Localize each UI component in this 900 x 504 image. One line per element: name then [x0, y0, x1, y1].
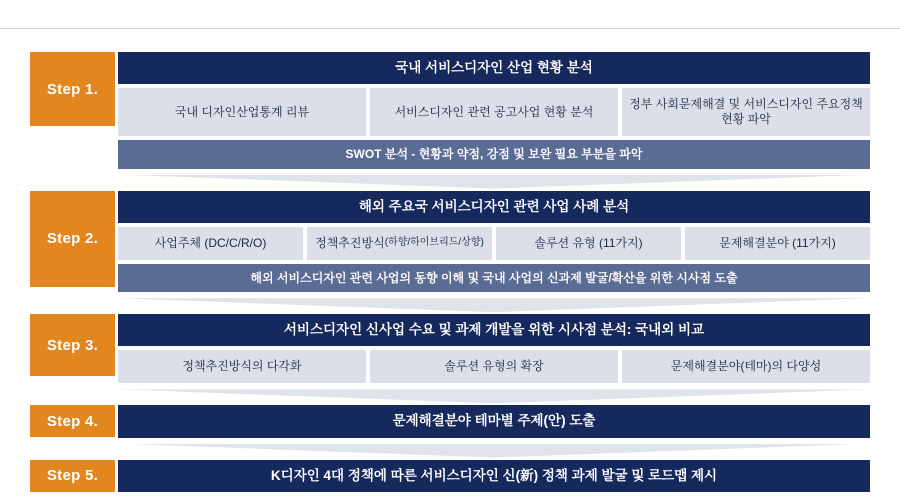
connector-1-2: [30, 175, 870, 189]
step-cell: [622, 88, 870, 136]
step-summary-2: 해외 서비스디자인 관련 사업의 동향 이해 및 국내 사업의 신과제 발굴/확산을 위한 시사점 도출: [118, 264, 870, 292]
step-summary-1: SWOT 분석 - 현황과 약점, 강점 및 보완 필요 부분을 파악: [118, 140, 870, 168]
step-block-1: [30, 52, 870, 169]
step-cell: [496, 227, 681, 260]
step-title-4: 문제해결분야 테마별 주제(안) 도출: [118, 405, 870, 437]
step-cell: [370, 88, 618, 136]
cell-text: 정책추진방식: [315, 235, 385, 250]
cell-text: 국내 디자인산업통계 리뷰: [174, 104, 310, 119]
chevron-down-icon: [118, 389, 870, 403]
step-label-4: Step 4.: [30, 405, 115, 437]
step-label-5: Step 5.: [30, 460, 115, 492]
step-label-2: Step 2.: [30, 191, 115, 287]
step-title-1: 국내 서비스디자인 산업 현황 분석: [118, 52, 870, 84]
step-cell: [370, 350, 618, 383]
step-cell: [118, 350, 366, 383]
step-title-2: 해외 주요국 서비스디자인 관련 사업 사례 분석: [118, 191, 870, 223]
step-body-4: [118, 405, 870, 437]
step-cell: [118, 88, 366, 136]
cell-text: 솔루션 유형의 확장: [444, 359, 544, 374]
cell-text: 정책추진방식의 다각화: [182, 359, 302, 374]
step-title-3: 서비스디자인 신사업 수요 및 과제 개발을 위한 시사점 분석: 국내외 비교: [118, 314, 870, 346]
cell-text: 문제해결분야(테마)의 다양성: [670, 359, 822, 374]
step-cells-2: [118, 227, 870, 260]
connector-4-5: [30, 444, 870, 458]
step-body-3: [118, 314, 870, 383]
cell-subtext: (하향/하이브리드/상향): [384, 237, 484, 249]
step-cells-1: [118, 88, 870, 136]
chevron-down-icon: [118, 298, 870, 312]
cell-text: 솔루션 유형 (11가지): [534, 235, 643, 250]
step-cell: [307, 227, 492, 260]
step-body-1: [118, 52, 870, 169]
step-cell: [118, 227, 303, 260]
top-divider: [0, 28, 900, 29]
step-body-5: [118, 460, 870, 492]
step-cells-3: [118, 350, 870, 383]
cell-text: 정부 사회문제해결 및 서비스디자인 주요정책 현황 파악: [629, 97, 863, 127]
step-body-2: [118, 191, 870, 293]
step-label-1: Step 1.: [30, 52, 115, 126]
step-title-5: K디자인 4대 정책에 따른 서비스디자인 신(新) 정책 과제 발굴 및 로드맵 제시: [118, 460, 870, 492]
connector-3-4: [30, 389, 870, 403]
cell-text: 사업주체 (DC/C/R/O): [154, 235, 267, 250]
connector-2-3: [30, 298, 870, 312]
cell-text: 문제해결분야 (11가지): [719, 235, 836, 250]
chevron-down-icon: [118, 444, 870, 458]
process-flow: [30, 52, 870, 504]
step-block-3: [30, 314, 870, 383]
step-block-5: [30, 460, 870, 492]
step-cell: [685, 227, 870, 260]
step-block-2: [30, 191, 870, 293]
step-block-4: [30, 405, 870, 437]
chevron-down-icon: [118, 175, 870, 189]
step-cell: [622, 350, 870, 383]
cell-text: 서비스디자인 관련 공고사업 현황 분석: [394, 104, 594, 119]
step-label-3: Step 3.: [30, 314, 115, 376]
